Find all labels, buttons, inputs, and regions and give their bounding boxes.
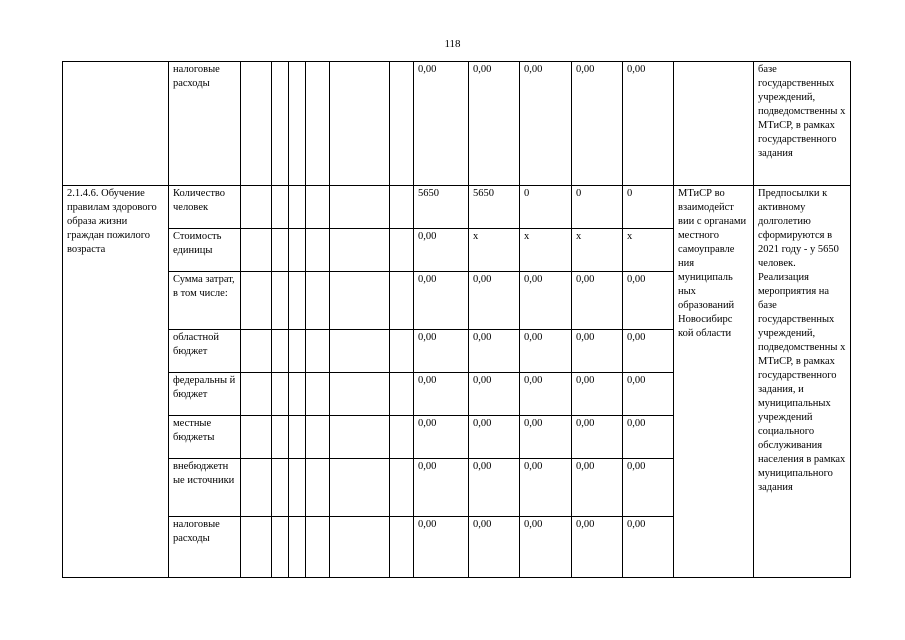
value-cell: 0,00: [414, 373, 469, 416]
value-cell: 0,00: [469, 459, 520, 517]
value-cell: 0,00: [572, 416, 623, 459]
value-cell: 0,00: [520, 517, 572, 578]
indicator-cell: Стоимость единицы: [169, 229, 241, 272]
value-cell: 0,00: [469, 330, 520, 373]
value-cell: 0,00: [469, 517, 520, 578]
value-cell: 0,00: [469, 373, 520, 416]
executor-cell: МТиСР во взаимодейст вии с органами местного самоуправле ния муниципаль ных образований Новосибирс кой области: [674, 186, 754, 578]
value-cell: 0,00: [572, 459, 623, 517]
value-cell: 0,00: [623, 416, 674, 459]
value-cell: 0: [623, 186, 674, 229]
item-name-cell: 2.1.4.6. Обучение правилам здорового образа жизни граждан пожилого возраста: [63, 186, 169, 578]
indicator-cell: Сумма затрат, в том числе:: [169, 272, 241, 330]
value-cell: 0,00: [623, 459, 674, 517]
value-cell: 0,00: [572, 272, 623, 330]
value-cell: 0,00: [623, 62, 674, 186]
indicator-cell: налоговые расходы: [169, 517, 241, 578]
value-cell: 0,00: [469, 62, 520, 186]
value-cell: 0: [520, 186, 572, 229]
value-cell: 5650: [469, 186, 520, 229]
value-cell: 0,00: [414, 416, 469, 459]
value-cell: 0,00: [572, 517, 623, 578]
value-cell: 0,00: [414, 272, 469, 330]
indicator-cell: федеральны й бюджет: [169, 373, 241, 416]
executor-cell: [674, 62, 754, 186]
value-cell: 5650: [414, 186, 469, 229]
value-cell: х: [520, 229, 572, 272]
value-cell: х: [623, 229, 674, 272]
value-cell: 0,00: [520, 62, 572, 186]
value-cell: 0,00: [414, 330, 469, 373]
table-row: [63, 186, 851, 229]
indicator-cell: налоговые расходы: [169, 62, 241, 186]
value-cell: 0,00: [520, 272, 572, 330]
value-cell: 0,00: [469, 272, 520, 330]
value-cell: х: [469, 229, 520, 272]
indicator-cell: Количество человек: [169, 186, 241, 229]
value-cell: 0,00: [623, 373, 674, 416]
value-cell: 0,00: [520, 416, 572, 459]
value-cell: 0,00: [520, 373, 572, 416]
value-cell: 0,00: [572, 330, 623, 373]
value-cell: 0,00: [623, 517, 674, 578]
value-cell: 0,00: [520, 330, 572, 373]
indicator-cell: местные бюджеты: [169, 416, 241, 459]
empty-cell: [63, 62, 169, 186]
value-cell: 0,00: [623, 330, 674, 373]
value-cell: 0: [572, 186, 623, 229]
note-cell: Предпосылки к активному долголетию сформируются в 2021 году - у 5650 человек. Реализация мероприятия на базе государственных учреждений, подведомственны х МТиСР, в рамках государственного задания, и муниципальных учреждений социального обслуживания населения в рамках муниципального задания: [754, 186, 851, 578]
page-number: 118: [444, 38, 461, 50]
value-cell: 0,00: [414, 229, 469, 272]
indicator-cell: внебюджетн ые источники: [169, 459, 241, 517]
value-cell: 0,00: [414, 459, 469, 517]
indicator-cell: областной бюджет: [169, 330, 241, 373]
table-row: [63, 62, 851, 186]
value-cell: 0,00: [623, 272, 674, 330]
note-cell: базе государственных учреждений, подведомственны х МТиСР, в рамках государственного задания: [754, 62, 851, 186]
value-cell: 0,00: [414, 62, 469, 186]
value-cell: 0,00: [414, 517, 469, 578]
value-cell: 0,00: [572, 62, 623, 186]
value-cell: 0,00: [469, 416, 520, 459]
value-cell: 0,00: [572, 373, 623, 416]
value-cell: х: [572, 229, 623, 272]
program-table: [62, 61, 851, 578]
value-cell: 0,00: [520, 459, 572, 517]
